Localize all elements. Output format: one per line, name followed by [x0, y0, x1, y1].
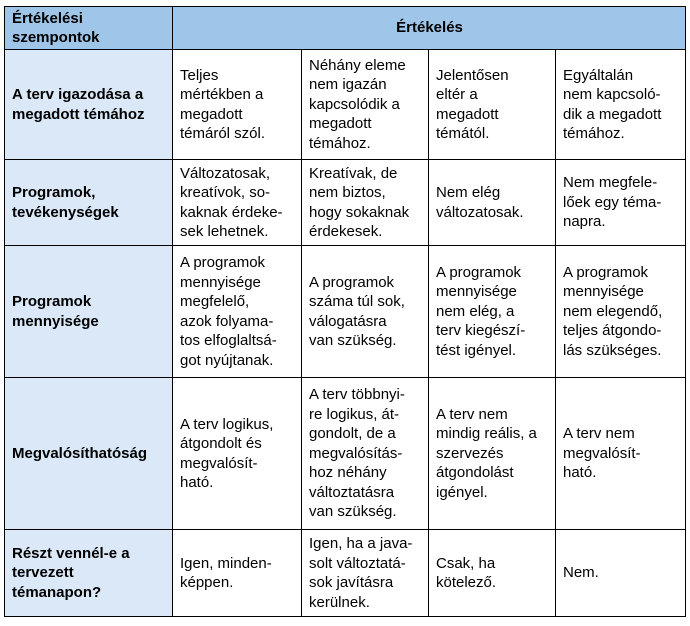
- rating-cell: Egyáltalán nem kapcsoló- dik a megadott témához.: [556, 50, 686, 160]
- evaluation-rubric-table: [4, 6, 686, 617]
- rating-cell: A terv nem mindig reális, a szervezés átgondolást igényel.: [429, 378, 556, 530]
- criterion-cell: Részt vennél-e a tervezett témanapon?: [5, 530, 173, 617]
- rating-cell: Jelentősen eltér a megadott témától.: [429, 50, 556, 160]
- rating-cell: Csak, ha kötelező.: [429, 530, 556, 617]
- table-row: [5, 378, 686, 530]
- evaluation-header: Értékelés: [173, 7, 686, 50]
- rating-cell: Nem megfele- lőek egy téma- napra.: [556, 160, 686, 246]
- criterion-cell: Megvalósíthatóság: [5, 378, 173, 530]
- rating-cell: A terv többnyi- re logikus, át- gondolt, de a megvalósítás- hoz néhány változtatásra van szükség.: [302, 378, 429, 530]
- table-row: [5, 530, 686, 617]
- table-row: [5, 50, 686, 160]
- table-row: [5, 160, 686, 246]
- criterion-cell: Programok, tevékenységek: [5, 160, 173, 246]
- header-row: [5, 7, 686, 50]
- criteria-header: Értékelési szempontok: [5, 7, 173, 50]
- criterion-cell: Programok mennyisége: [5, 246, 173, 378]
- rating-cell: Igen, ha a java- solt változtatá- sok javításra kerülnek.: [302, 530, 429, 617]
- rating-cell: A programok száma túl sok, válogatásra van szükség.: [302, 246, 429, 378]
- rating-cell: Néhány eleme nem igazán kapcsolódik a megadott témához.: [302, 50, 429, 160]
- rating-cell: Változatosak, kreatívok, so- kaknak érdeke- sek lehetnek.: [173, 160, 302, 246]
- table-row: [5, 246, 686, 378]
- rating-cell: A programok mennyisége megfelelő, azok folyama- tos elfoglaltsá- got nyújtanak.: [173, 246, 302, 378]
- rating-cell: Teljes mértékben a megadott témáról szól.: [173, 50, 302, 160]
- rating-cell: Igen, minden- képpen.: [173, 530, 302, 617]
- criterion-cell: A terv igazodása a megadott témához: [5, 50, 173, 160]
- rating-cell: A programok mennyisége nem elég, a terv kiegészí- tést igényel.: [429, 246, 556, 378]
- rating-cell: A terv logikus, átgondolt és megvalósít- ható.: [173, 378, 302, 530]
- rating-cell: A terv nem megvalósít- ható.: [556, 378, 686, 530]
- rating-cell: Kreatívak, de nem biztos, hogy sokaknak érdekesek.: [302, 160, 429, 246]
- rating-cell: A programok mennyisége nem elegendő, teljes átgondo- lás szükséges.: [556, 246, 686, 378]
- rating-cell: Nem elég változatosak.: [429, 160, 556, 246]
- rating-cell: Nem.: [556, 530, 686, 617]
